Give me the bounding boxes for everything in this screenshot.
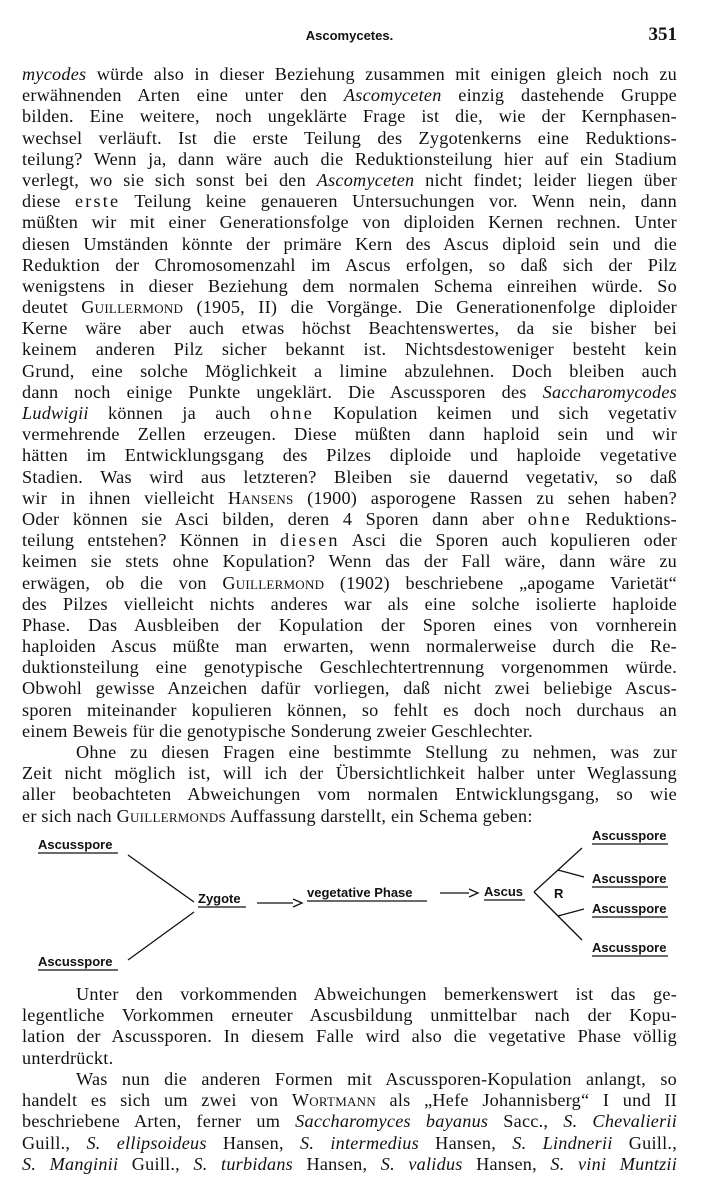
text-line: vermehrende Zellen erzeugen. Diese müßten dann haploid sein und wir (22, 424, 677, 445)
text-line: keimen sie stets ohne Kopulation? Wenn das der Fall wäre, dann wäre zu (22, 551, 677, 572)
label-ascusspore-right-3: Ascusspore (592, 901, 667, 916)
text-line: haploiden Ascus müßte man erwarten, wenn normalerweise durch die Re- (22, 636, 677, 657)
text-line: duktionsteilung eine genotypische Geschlechtertrennung vorgenommen würde. (22, 657, 677, 678)
text-line: Stadien. Was wird aus letzteren? Bleiben sie dauernd vegetativ, so daß (22, 466, 677, 487)
text-line: Guill., S. ellipsoideus Hansen, S. intermedius Hansen, S. Lindnerii Guill., (22, 1132, 677, 1153)
text-line: handelt es sich um zwei von Wortmann als „Hefe Johannisberg“ I und II (22, 1090, 677, 1111)
text-line: keinem anderen Pilz sicher bekannt ist. Nichtsdestoweniger besteht kein (22, 339, 677, 360)
running-head: Ascomycetes. (305, 28, 394, 43)
text-line: Kerne wäre aber auch etwas höchst Beachtenswertes, da sie bisher bei (22, 318, 677, 339)
text-line: legentliche Vorkommen erneuter Ascusbildung unmittelbar nach der Kopu- (22, 1005, 677, 1026)
split-branch (558, 870, 584, 877)
text-line: Oder können sie Asci bilden, deren 4 Sporen dann aber ohne Reduktions- (22, 508, 677, 529)
label-ascusspore-right-1: Ascusspore (592, 828, 667, 843)
text-line: Phase. Das Ausbleiben der Kopulation der Sporen eines von vornherein (22, 614, 677, 635)
text-line: Unter den vorkommenden Abweichungen bemerkenswert ist das ge- (76, 984, 677, 1004)
merge-line-top (128, 855, 194, 902)
label-ascusspore-left-top: Ascusspore (38, 837, 113, 852)
text-line: verlegt, wo sie sich sonst bei den Ascomyceten nicht findet; leider liegen über (22, 169, 677, 190)
text-line: müßten wir mit einer Generationsfolge von diploiden Kernen rechnen. Unter (22, 212, 677, 233)
text-line: Obwohl gewisse Anzeichen dafür vorliegen, daß nicht zwei beliebige Ascus- (22, 678, 677, 699)
label-zygote: Zygote (198, 891, 241, 906)
label-vegetative-phase: vegetative Phase (307, 885, 413, 900)
label-ascus: Ascus (484, 884, 524, 899)
text-line: hätten im Entwicklungsgang des Pilzes diploide und haploide vegetative (22, 445, 677, 466)
development-schema-diagram (22, 822, 682, 977)
paragraph-1 (22, 64, 677, 742)
text-line: wir in ihnen vielleicht Hansens (1900) asporogene Rassen zu sehen haben? (22, 487, 677, 508)
text-line: wenigstens in dieser Beziehung dem normalen Schema einreihen würde. So (22, 275, 677, 296)
text-line: beschriebene Arten, ferner um Saccharomyces bayanus Sacc., S. Chevalierii (22, 1111, 677, 1132)
text-line: S. Manginii Guill., S. turbidans Hansen, S. validus Hansen, S. vini Muntzii (22, 1153, 677, 1174)
text-line: wechsel verläuft. Ist die erste Teilung des Zygotenkerns eine Reduktions- (22, 127, 677, 148)
text-line: Ludwigii können ja auch ohne Kopulation keimen und sich vegetativ (22, 403, 677, 423)
text-line: teilung? Wenn ja, dann wäre auch die Reduktionsteilung hier auf ein Stadium (22, 148, 677, 169)
text-line: aller beobachteten Abweichungen vom normalen Entwicklungsgang, so wie (22, 784, 677, 805)
paragraph-4 (22, 1069, 677, 1175)
label-ascusspore-left-bottom: Ascusspore (38, 954, 113, 969)
text-line: Reduktion der Chromosomenzahl im Ascus erfolgen, so daß sich der Pilz (22, 254, 677, 275)
split-branch (558, 909, 584, 916)
merge-line-bottom (128, 912, 194, 960)
text-line: teilung entstehen? Können in diesen Asci die Sporen auch kopulieren oder (22, 530, 677, 551)
text-line: er sich nach Guillermonds Auffassung darstellt, ein Schema geben: (22, 805, 533, 826)
text-line: Was nun die anderen Formen mit Ascussporen-Kopulation anlangt, so (76, 1069, 677, 1089)
text-line: sporen miteinander kopulieren können, so fehlt es doch noch durchaus an (22, 699, 677, 720)
text-line: Grund, eine solche Möglichkeit a limine abzulehnen. Doch bleiben auch (22, 360, 677, 381)
text-line: des Pilzes vielleicht nichts anderes war als eine solche isolierte haploide (22, 593, 677, 614)
paragraph-3 (22, 984, 677, 1069)
label-ascusspore-right-4: Ascusspore (592, 940, 667, 955)
text-line: deutet Guillermond (1905, II) die Vorgänge. Die Generationenfolge diploider (22, 297, 677, 318)
text-line: bilden. Eine weitere, noch ungeklärte Frage ist die, wie der Kernphasen- (22, 106, 677, 127)
page-header (22, 24, 677, 48)
text-line: erwägen, ob die von Guillermond (1902) beschriebene „apogame Varietät“ (22, 572, 677, 593)
text-line: diese erste Teilung keine genaueren Untersuchungen vor. Wenn nein, dann (22, 191, 677, 212)
paragraph-2 (22, 742, 677, 827)
text-line: unterdrückt. (22, 1047, 114, 1068)
text-line: lation der Ascussporen. In diesem Falle wird also die vegetative Phase völlig (22, 1026, 677, 1047)
text-line: diesen Umständen könnte der primäre Kern des Ascus diploid sein und die (22, 233, 677, 254)
text-line: mycodes würde also in dieser Beziehung zusammen mit einigen gleich noch zu (22, 64, 677, 84)
text-line: Zeit nicht möglich ist, will ich der Übersichtlichkeit halber unter Weglassung (22, 763, 677, 784)
label-reduction-r: R (554, 886, 564, 901)
label-ascusspore-right-2: Ascusspore (592, 871, 667, 886)
arrowhead (469, 889, 478, 897)
text-line: erwähnenden Arten eine unter den Ascomyceten einzig dastehende Gruppe (22, 85, 677, 106)
arrowhead (293, 899, 302, 907)
text-line: dann noch einige Punkte ungeklärt. Die Ascussporen des Saccharomycodes (22, 381, 677, 402)
text-line: einem Beweis für die genotypische Sonderung zweier Geschlechter. (22, 720, 533, 741)
page-number: 351 (648, 24, 677, 45)
text-line: Ohne zu diesen Fragen eine bestimmte Stellung zu nehmen, was zur (76, 742, 677, 762)
